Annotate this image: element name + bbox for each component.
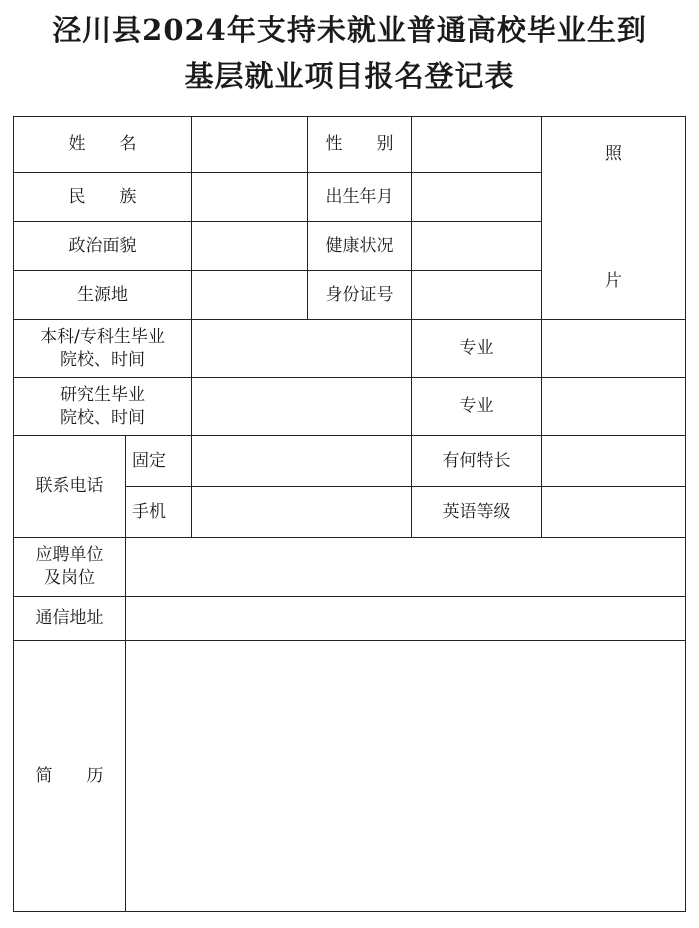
politics-value-cell[interactable]: [192, 222, 308, 271]
specialty-value-cell[interactable]: [542, 436, 686, 487]
position-value-cell[interactable]: [126, 538, 686, 597]
registration-form-table: [13, 116, 686, 912]
id-label-cell: [308, 271, 412, 320]
resume-label-cell: [14, 641, 126, 912]
resume-value-cell[interactable]: [126, 641, 686, 912]
form-title-line-1: 泾川县2024年支持未就业普通高校毕业生到: [52, 13, 647, 47]
health-label: 健康状况: [325, 235, 394, 256]
undergrad-value-cell[interactable]: [192, 320, 412, 378]
photo-placeholder: [542, 143, 685, 293]
health-value-cell[interactable]: [412, 222, 542, 271]
major-value-cell-1[interactable]: [542, 320, 686, 378]
gender-label-cell: [308, 117, 412, 173]
health-label-cell: [308, 222, 412, 271]
landline-label-cell: [126, 436, 192, 487]
id-label: 身份证号: [325, 284, 394, 305]
id-value-cell[interactable]: [412, 271, 542, 320]
ethnicity-label: 民 族: [68, 186, 137, 207]
grad-label-cell: [14, 378, 192, 436]
photo-label-bottom: 片: [605, 271, 622, 292]
ethnicity-value-cell[interactable]: [192, 173, 308, 222]
grad-label-line-2: 院校、时间: [60, 407, 145, 428]
photo-label-top: 照: [605, 144, 622, 164]
major-label-cell-1: [412, 320, 542, 378]
landline-label: 固定: [132, 450, 166, 471]
position-label-line-1: 应聘单位: [35, 545, 104, 566]
form-title-line-2: 基层就业项目报名登记表: [184, 59, 515, 93]
english-value-cell[interactable]: [542, 487, 686, 538]
grad-label-line-1: 研究生毕业: [60, 384, 145, 405]
resume-label: 简 历: [35, 765, 104, 786]
phone-label-cell: [14, 436, 126, 538]
politics-label: 政治面貌: [68, 235, 137, 256]
position-label-cell: [14, 538, 126, 597]
grad-value-cell[interactable]: [192, 378, 412, 436]
mobile-value-cell[interactable]: [192, 487, 412, 538]
mobile-label-cell: [126, 487, 192, 538]
photo-cell[interactable]: [542, 117, 686, 320]
major-value-cell-2[interactable]: [542, 378, 686, 436]
major-label-cell-2: [412, 378, 542, 436]
mobile-label: 手机: [132, 501, 166, 522]
origin-label-cell: [14, 271, 192, 320]
undergrad-label-line-1: 本科/专科生毕业: [40, 326, 165, 347]
phone-label: 联系电话: [35, 476, 104, 497]
name-label: 姓 名: [68, 134, 137, 155]
gender-value-cell[interactable]: [412, 117, 542, 173]
address-label: 通信地址: [35, 608, 104, 629]
major-label-1: 专业: [459, 338, 494, 359]
gender-label: 性 别: [325, 134, 394, 155]
politics-label-cell: [14, 222, 192, 271]
origin-value-cell[interactable]: [192, 271, 308, 320]
birth-label-cell: [308, 173, 412, 222]
position-label-line-2: 及岗位: [44, 568, 95, 588]
name-label-cell: [14, 117, 192, 173]
specialty-label-cell: [412, 436, 542, 487]
english-label-cell: [412, 487, 542, 538]
address-label-cell: [14, 597, 126, 641]
major-label-2: 专业: [459, 396, 494, 417]
undergrad-label-line-2: 院校、时间: [60, 349, 145, 370]
landline-value-cell[interactable]: [192, 436, 412, 487]
undergrad-label-cell: [14, 320, 192, 378]
origin-label: 生源地: [77, 284, 128, 305]
birth-label: 出生年月: [325, 186, 394, 207]
english-label: 英语等级: [442, 501, 511, 522]
name-value-cell[interactable]: [192, 117, 308, 173]
specialty-label: 有何特长: [442, 450, 511, 471]
address-value-cell[interactable]: [126, 597, 686, 641]
ethnicity-label-cell: [14, 173, 192, 222]
birth-value-cell[interactable]: [412, 173, 542, 222]
